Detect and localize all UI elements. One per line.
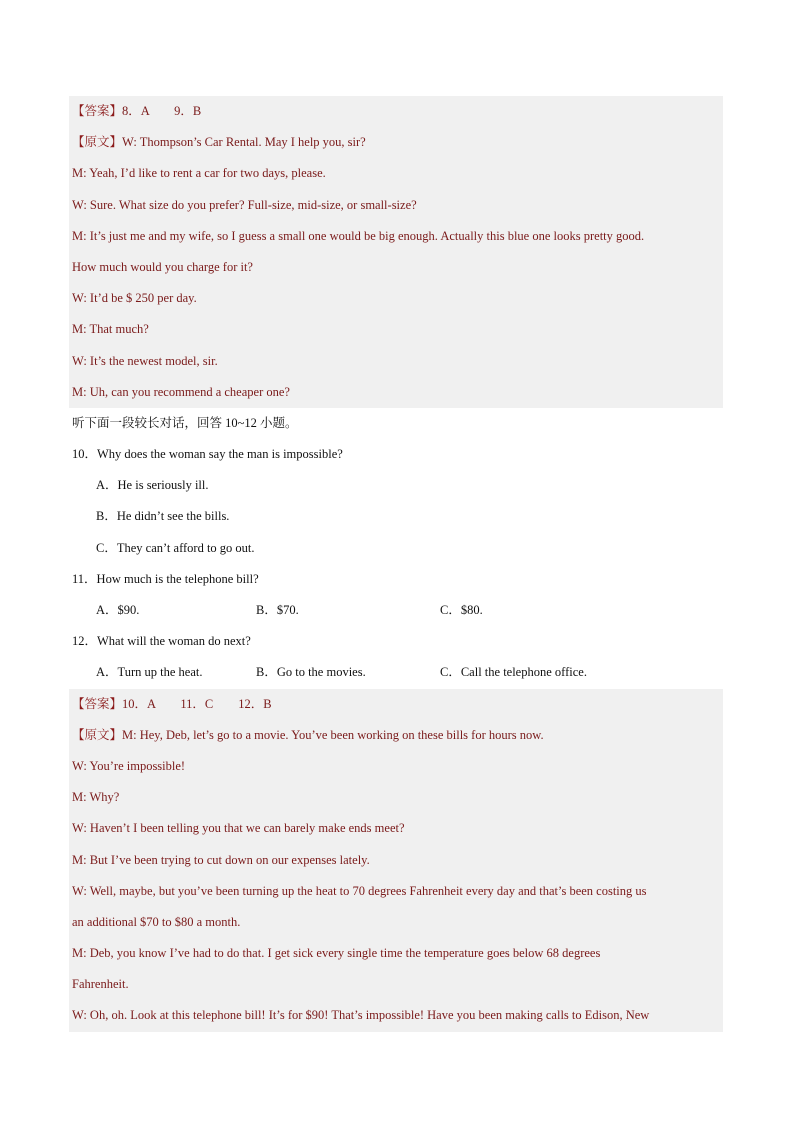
question-11-option-a: A．$90. [96,603,140,617]
transcript-label: 【原文】 [72,135,123,150]
transcript-line: Fahrenheit. [69,969,723,1000]
answer-line-10-12 [69,689,723,720]
transcript-line: M: It’s just me and my wife, so I guess a small one would be big enough. Actually this blue one looks pretty good. [69,221,723,252]
transcript-line: M: Deb, you know I’ve had to do that. I get sick every single time the temperature goes below 68 degrees [69,938,723,969]
transcript-line: an additional $70 to $80 a month. [69,907,723,938]
transcript-line: W: Haven’t I been telling you that we can barely make ends meet? [69,813,723,844]
transcript-text: M: Hey, Deb, let’s go to a movie. You’ve been working on these bills for hours now. [122,727,544,742]
question-12-option-c: C．Call the telephone office. [440,665,587,680]
transcript-line: W: Sure. What size do you prefer? Full-size, mid-size, or small-size? [69,190,723,221]
question-12-option-b: B．Go to the movies. [256,665,366,680]
question-12-option-a: A．Turn up the heat. [96,665,203,680]
transcript-text: W: Thompson’s Car Rental. May I help you, sir? [122,135,366,150]
answer-label: 【答案】 [72,104,123,118]
transcript-line: W: Oh, oh. Look at this telephone bill! It’s for $90! That’s impossible! Have you been making calls to Edison, New [69,1000,723,1031]
transcript-line: M: Yeah, I’d like to rent a car for two days, please. [69,158,723,189]
question-12-stem: 12．What will the woman do next? [72,634,251,649]
question-10-option-a: A．He is seriously ill. [96,478,209,493]
transcript-line: How much would you charge for it? [69,252,723,283]
question-11-options [69,595,723,626]
question-11-option-b: B．$70. [256,603,299,617]
transcript-line: W: You’re impossible! [69,751,723,782]
transcript-line: W: It’s the newest model, sir. [69,346,723,377]
document-page [69,96,723,1032]
question-10-option-b: B．He didn’t see the bills. [96,509,230,524]
answer-label: 【答案】 [72,696,123,711]
transcript-line [69,127,723,158]
transcript-line: M: That much? [69,314,723,345]
transcript-line: M: Why? [69,782,723,813]
question-11-option-c: C．$80. [440,603,483,617]
answer-text: 8．A 9．B [122,104,202,118]
question-10-option-c: C．They can’t afford to go out. [96,540,255,555]
question-12-options [69,657,723,688]
question-10-stem: 10．Why does the woman say the man is impossible? [72,447,343,462]
transcript-line: M: Uh, can you recommend a cheaper one? [69,377,723,408]
question-11-stem: 11．How much is the telephone bill? [72,571,259,586]
section-instruction: 听下面一段较长对话，回答 10~12 小题。 [72,415,298,430]
answer-line-8-9 [69,96,723,127]
answer-text: 10．A 11．C 12．B [122,696,272,711]
transcript-line [69,720,723,751]
transcript-label: 【原文】 [72,727,123,742]
transcript-line: W: Well, maybe, but you’ve been turning up the heat to 70 degrees Fahrenheit every day and that’s been costing us [69,876,723,907]
transcript-line: M: But I’ve been trying to cut down on our expenses lately. [69,845,723,876]
transcript-line: W: It’d be $ 250 per day. [69,283,723,314]
